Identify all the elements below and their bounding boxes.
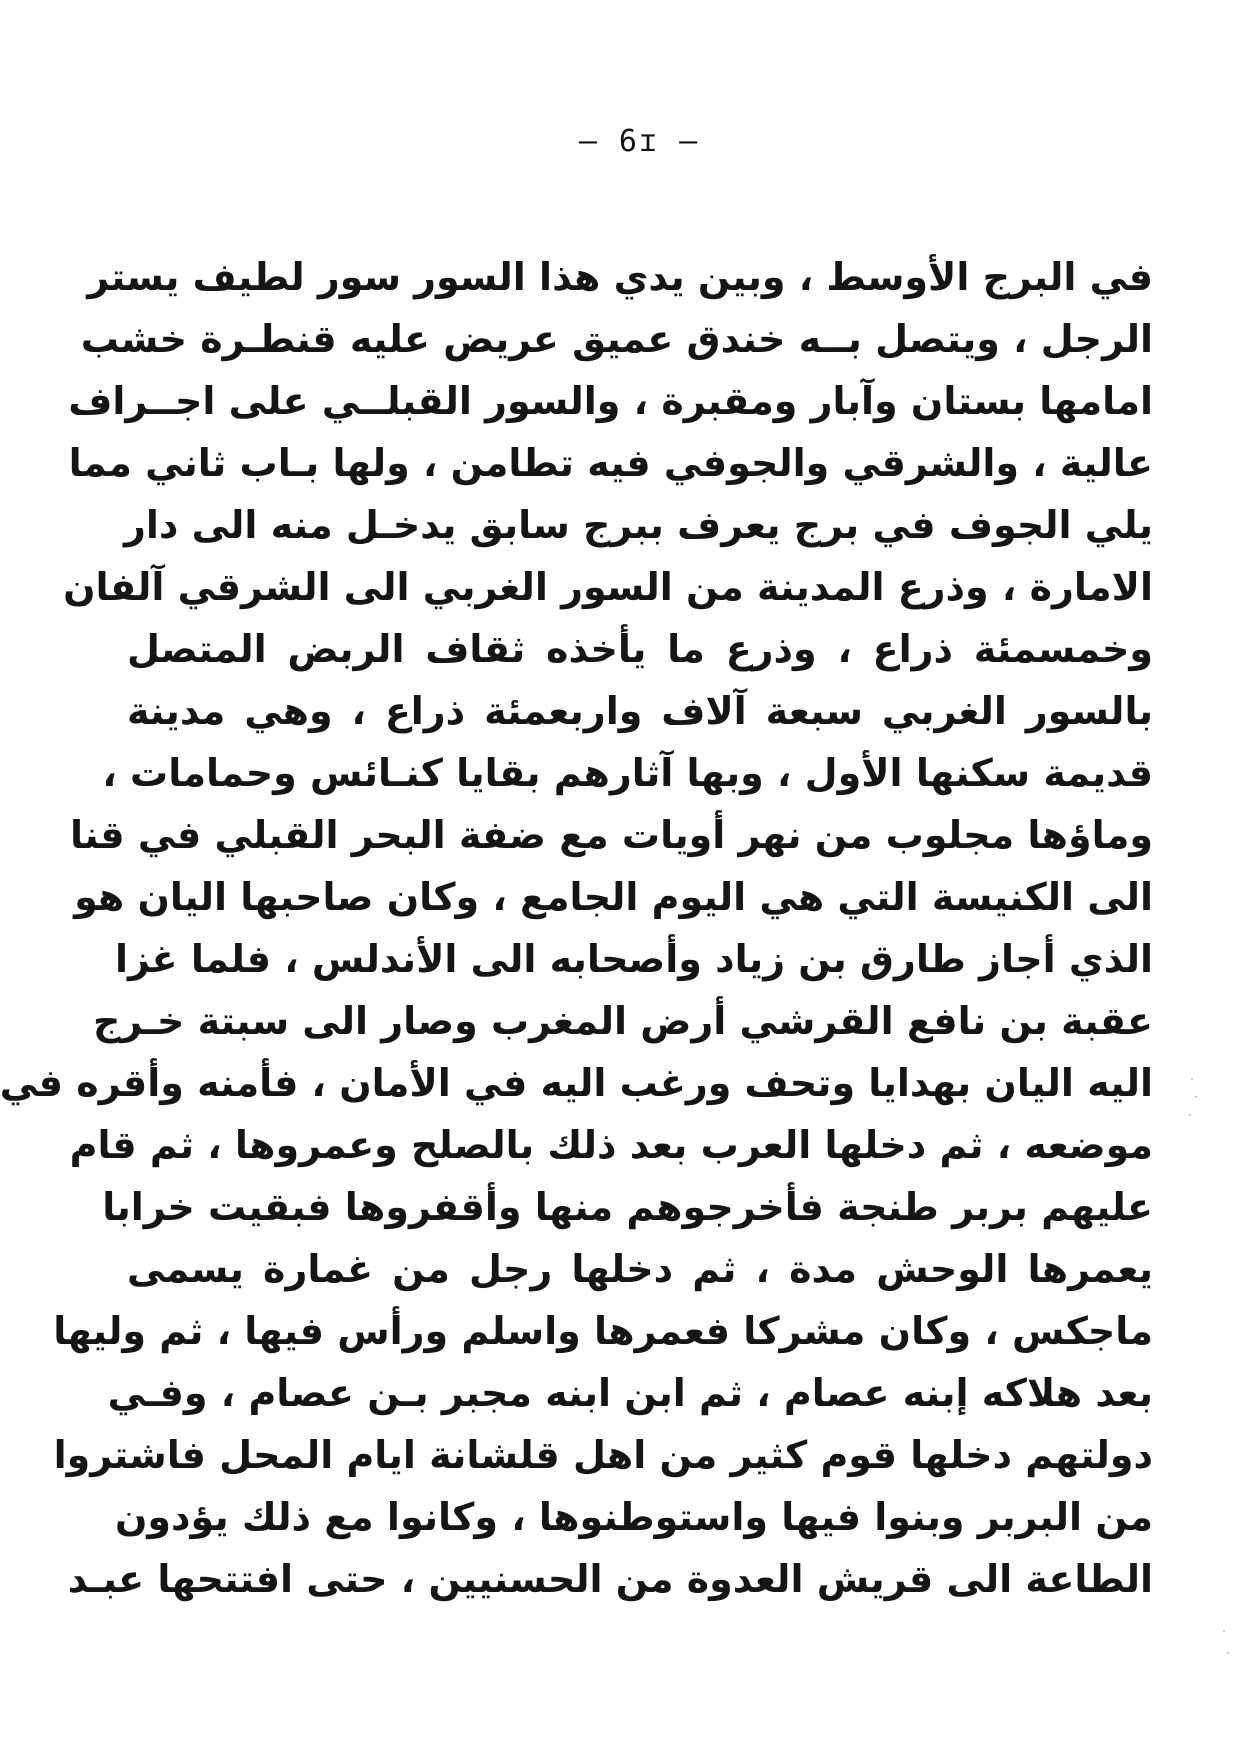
text-line: عقبة بن نافع القرشي أرض المغرب وصار الى سبتة خـرج (93, 999, 1153, 1043)
scan-speck (1227, 1652, 1229, 1654)
body-text (0, 246, 1153, 1610)
page-number: – 6ɪ – (578, 124, 700, 159)
scan-speck (1195, 1096, 1197, 1098)
text-line: في البرج الأوسط ، وبين يدي هذا السور سور لطيف يستر (87, 255, 1153, 299)
text-line: الامارة ، وذرع المدينة من السور الغربي الى الشرقي آلفان (63, 565, 1153, 609)
text-line: اليه اليان بهدايا وتحف ورغب اليه في الأمان ، فأمنه وأقره في (0, 1061, 1153, 1105)
text-line: عليهم بربر طنجة فأخرجوهم منها وأقفروها فبقيت خرابا (102, 1185, 1153, 1229)
scan-speck (1223, 1630, 1225, 1632)
text-line: دولتهم دخلها قوم كثير من اهل قلشانة ايام المحل فاشتروا (53, 1433, 1153, 1477)
text-line: ماجكس ، وكان مشركا فعمرها واسلم ورأس فيها ، ثم وليها (53, 1309, 1153, 1353)
text-line: يلي الجوف في برج يعرف ببرج سابق يدخـل منه الى دار (124, 503, 1153, 547)
text-line: من البربر وبنوا فيها واستوطنوها ، وكانوا مع ذلك يؤدون (114, 1495, 1153, 1539)
text-line: يعمرها الوحش مدة ، ثم دخلها رجل من غمارة يسمى (127, 1247, 1153, 1291)
text-line: بعد هلاكه إبنه عصام ، ثم ابن ابنه مجبر بـن عصام ، وفـي (107, 1371, 1153, 1415)
text-line: الرجل ، ويتصل بــه خندق عميق عريض عليه قنطـرة خشب (80, 317, 1153, 361)
text-line: موضعه ، ثم دخلها العرب بعد ذلك بالصلح وعمروها ، ثم قام (69, 1123, 1153, 1167)
text-line: عالية ، والشرقي والجوفي فيه تطامن ، ولها بـاب ثاني مما (68, 441, 1153, 485)
text-line: بالسور الغربي سبعة آلاف واربعمئة ذراع ، وهي مدينة (127, 689, 1153, 733)
text-line: الى الكنيسة التي هي اليوم الجامع ، وكان صاحبها اليان هو (74, 875, 1153, 919)
scan-speck (1189, 1114, 1191, 1116)
text-line: امامها بستان وآبار ومقبرة ، والسور القبلــي على اجــراف (68, 379, 1153, 423)
text-line: الطاعة الى قريش العدوة من الحسنيين ، حتى افتتحها عبـد (67, 1557, 1153, 1601)
text-line: قديمة سكنها الأول ، وبها آثارهم بقايا كنـائس وحمامات ، (102, 751, 1153, 795)
text-line: وماؤها مجلوب من نهر أويات مع ضفة البحر القبلي في قنا (70, 813, 1153, 857)
text-line: الذي أجاز طارق بن زياد وأصحابه الى الأندلس ، فلما غزا (114, 937, 1153, 981)
scan-speck (1191, 1078, 1193, 1080)
text-line: وخمسمئة ذراع ، وذرع ما يأخذه ثقاف الربض المتصل (127, 627, 1153, 671)
